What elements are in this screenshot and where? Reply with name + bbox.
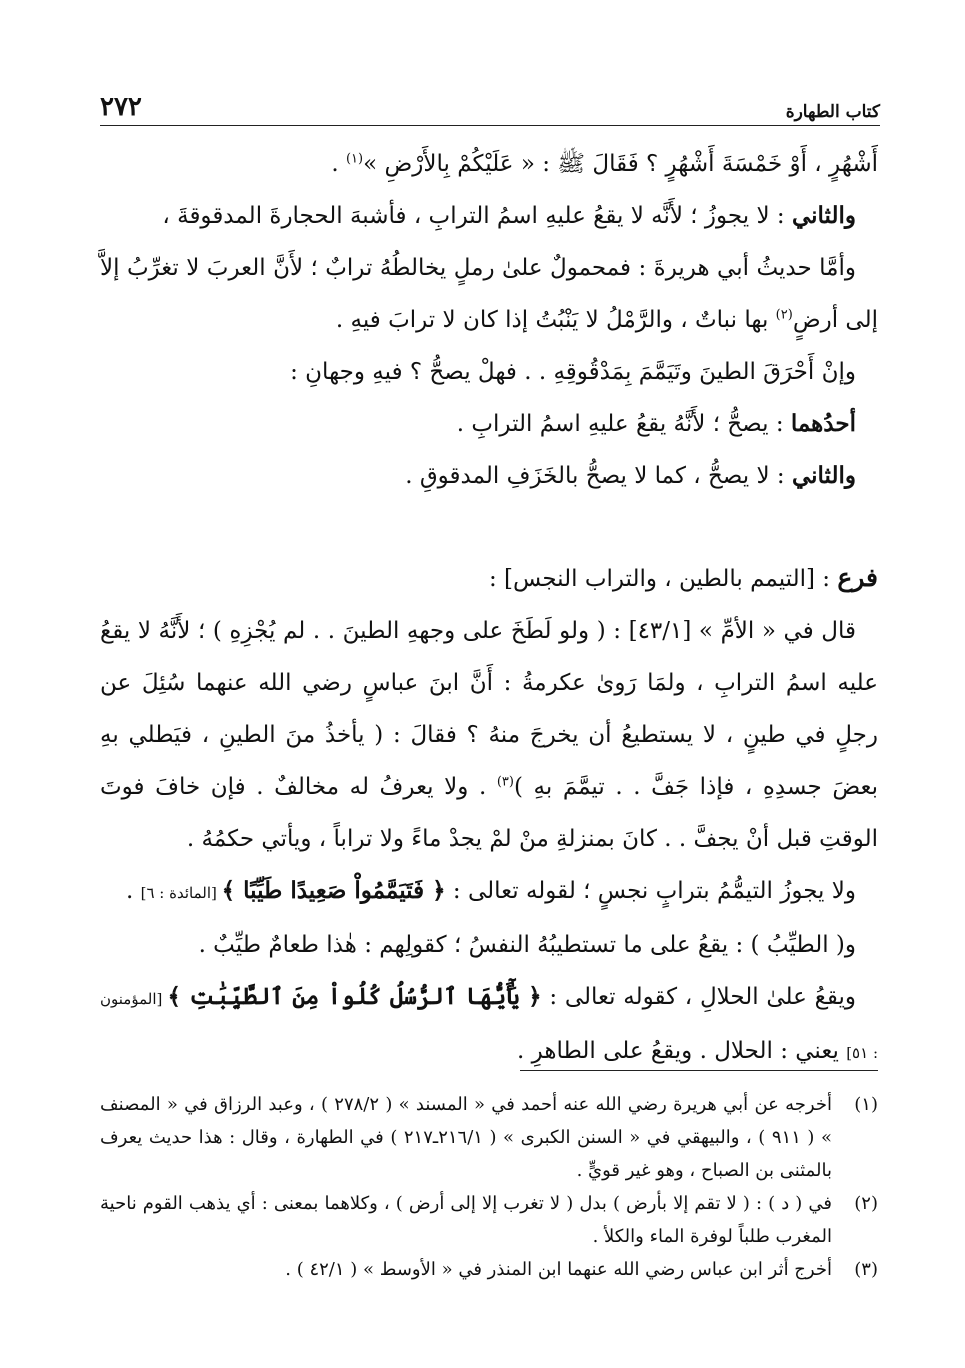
paragraph <box>100 865 878 919</box>
verse-reference: [المائدة : ٦] <box>140 884 222 902</box>
paragraph <box>100 919 878 971</box>
section-heading <box>100 552 878 605</box>
paragraph <box>100 346 878 398</box>
footnote-separator <box>520 1070 878 1071</box>
paragraph-text: أَشْهُرٍ ، أَوْ خَمْسَةَ أَشْهُرٍ ؟ فَقَالَ ﷺ : « عَلَيْكُمْ بِالأَرْضِ » <box>363 151 878 177</box>
footnote-ref: (٣) <box>496 774 514 790</box>
running-title: كتاب الطهارة <box>785 102 880 122</box>
paragraph <box>100 450 878 502</box>
paragraph-text: . ولا يعرفُ له مخالفٌ . فإن خافَ فوتَ الوقتِ قبل أنْ يجفَّ . . كانَ بمنزلةِ منْ لمْ يجدْ ماءً ولا تراباً ، ويأتي حكمُهُ . <box>100 774 878 852</box>
header-rule <box>100 125 880 126</box>
paragraph <box>100 138 878 190</box>
paragraph-text: ولا يجوزُ التيمُّمُ بترابٍ نجسٍ ؛ لقوله تعالى : <box>445 878 856 904</box>
paragraph-lead: والثاني <box>791 202 856 229</box>
paragraph <box>100 398 878 450</box>
footnote-number: (١) <box>854 1094 878 1115</box>
footnote-text: أخرج أثر ابن عباس رضي الله عنهما ابن المنذر في « الأوسط » ( ٤٢/١ ) . <box>285 1259 832 1280</box>
paragraph-text: يعني : الحلال . ويقعُ على الطاهرِ . <box>517 1038 847 1064</box>
paragraph-text: : لا يصحُّ ، كما لا يصحُّ بالخَزَفِ المدقوقِ . <box>405 463 792 489</box>
section-spacer <box>100 502 878 552</box>
paragraph <box>100 242 878 346</box>
paragraph-text: و( الطيِّبُ ) : يقعُ على ما تستطيبُهُ النفسُ ؛ كقولِهم : هٰذا طعامٌ طيِّبٌ . <box>198 932 856 958</box>
footnote-ref: (١) <box>345 151 364 167</box>
footnote <box>100 1088 878 1187</box>
page-number: ٢٧٢ <box>100 92 142 122</box>
paragraph-text: قال في « الأمِّ » [٤٣/١] : ( ولو لَطَخَ على وجههِ الطينَ . . لم يُجْزِهِ ) ؛ لأَنَّهُ لا يقعُ عليه اسمُ الترابِ ، ولمَا رَوىٰ عكرمةُ : أَنَّ ابنَ عباسٍ رضي الله عنهما سُئِلَ عن رجلٍ في طينٍ ، لا يستطيعُ أن يخرجَ منهُ ؟ فقالَ : ( يأخذُ منَ الطينِ ، فيَطلي بهِ بعضَ جسدِهِ ، فإذا جَفَّ . . تيمَّمَ بهِ ) <box>100 618 878 800</box>
footnote-text: أخرجه عن أبي هريرة رضي الله عنه أحمد في « المسند » ( ٢٧٨/٢ ) ، وعبد الرزاق في « المصنف » ( ٩١١ ) ، والبيهقي في « السنن الكبرى » ( ٢١٦/١ـ٢١٧ ) في الطهارة ، وقال : هذا حديث يعرف بالمثنى بن الصباح ، وهو غير قويٍّ . <box>100 1094 832 1181</box>
footnotes <box>100 1088 878 1286</box>
quran-verse: ﴿ فَتَيَمَّمُواْ صَعِيدًا طَيِّبًا ﴾ <box>221 877 446 904</box>
paragraph-text: . <box>125 878 141 904</box>
paragraph <box>100 605 878 865</box>
footnote <box>100 1253 878 1286</box>
section-title: : [التيمم بالطين ، والتراب النجس] : <box>488 566 838 592</box>
footnote-number: (٣) <box>854 1259 878 1280</box>
paragraph-text: : يصحُّ ؛ لأَنَّهُ يقعُ عليهِ اسمُ الترابِ . <box>456 411 791 437</box>
main-text <box>100 138 878 1079</box>
paragraph-lead: والثاني <box>791 462 856 489</box>
paragraph-text: . <box>331 151 346 177</box>
paragraph-text: بها نباتٌ ، والرَّمْلُ لا يَنْبُتُ إذا كان لا ترابَ فيهِ . <box>335 307 776 333</box>
paragraph-text: وإنْ أَحْرَقَ الطينَ وتَيَمَّمَ بِمَدْقُوقِهِ . . فهلْ يصحُّ ؟ فيهِ وجهانِ : <box>290 359 856 385</box>
footnote <box>100 1187 878 1253</box>
paragraph-text: وأمَّا حديثُ أبي هريرةَ : فمحمولٌ علىٰ رملٍ يخالطُهُ ترابٌ ؛ لأَنَّ العربَ لا تغرِّبُ إلاَّ إلى أرضٍ <box>100 255 878 333</box>
footnote-text: في ( د ) : ( لا تقم إلا بأرض ) بدل ( لا تغرب إلا إلى أرض ) ، وكلاهما بمعنى : أي يذهب القوم ناحية المغرب طلباً لوفرة الماء والكلأ . <box>100 1193 832 1247</box>
paragraph-lead: أحدُهما <box>790 410 856 437</box>
quran-verse: ﴿ يَٰٓأَيُّهَا ٱلرُّسُلُ كُلُواْ مِنَ ٱلطَّيِّبَٰتِ ﴾ <box>167 983 542 1010</box>
footnote-ref: (٢) <box>775 307 793 323</box>
page-header <box>100 88 880 122</box>
footnote-number: (٢) <box>854 1193 878 1214</box>
verse-reference: [المؤمنون : ٥١] <box>100 990 878 1062</box>
paragraph-text: ويقعُ علىٰ الحلالِ ، كقوله تعالى : <box>541 984 856 1010</box>
section-label: فرع <box>837 563 878 592</box>
paragraph-text: : لا يجوزُ ؛ لأَنَّه لا يقعُ عليهِ اسمُ الترابِ ، فأشبهَ الحجارةَ المدقوقةَ ، <box>162 203 792 229</box>
paragraph <box>100 971 878 1079</box>
paragraph <box>100 190 878 242</box>
